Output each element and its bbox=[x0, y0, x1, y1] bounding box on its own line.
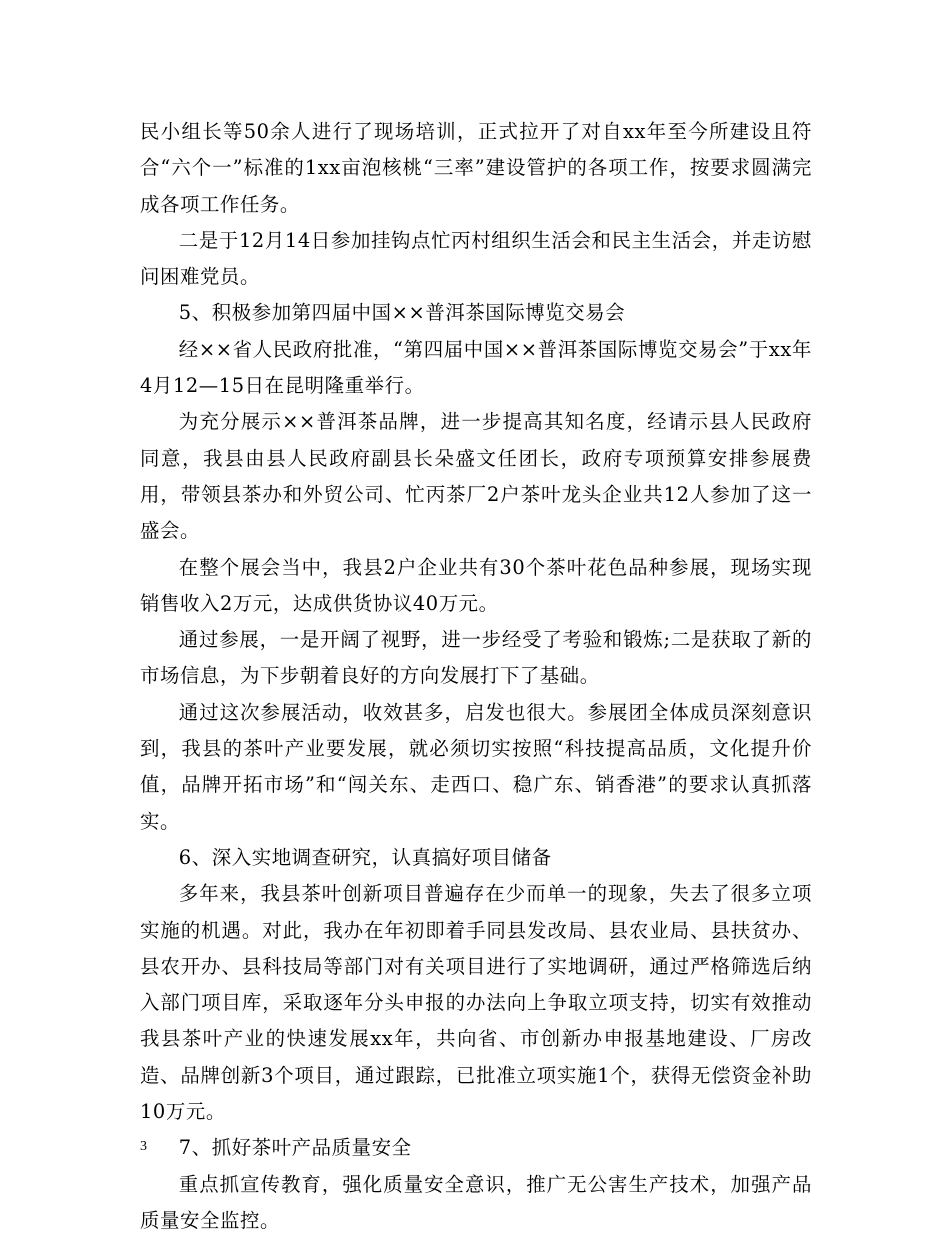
paragraph-quality-safety: 重点抓宣传教育，强化质量安全意识，推广无公害生产技术，加强产品质量安全监控。 bbox=[140, 1172, 812, 1232]
paragraph-expo-results: 在整个展会当中，我县2户企业共有30个茶叶花色品种参展，现场实现销售收入2万元，达成供货协议40万元。 bbox=[140, 555, 812, 615]
section-heading-6: 6、深入实地调查研究，认真搞好项目储备 bbox=[178, 845, 552, 869]
document-body bbox=[140, 114, 812, 1239]
paragraph-expo-approval: 经××省人民政府批准，“第四届中国××普洱茶国际博览交易会”于xx年4月12—15日在昆明隆重举行。 bbox=[140, 337, 812, 398]
paragraph-party-life-meeting: 二是于12月14日参加挂钩点忙丙村组织生活会和民主生活会，并走访慰问困难党员。 bbox=[140, 228, 812, 289]
paragraph-project-reserve: 多年来，我县茶叶创新项目普遍存在少而单一的现象，失去了很多立项实施的机遇。对此，我办在年初即着手同县发改局、县农业局、县扶贫办、县农开办、县科技局等部门对有关项目进行了实地调研，通过严格筛选后纳入部门项目库，采取逐年分头申报的办法向上争取立项支持，切实有效推动我县茶叶产业的快速发展xx年，共向省、市创新办申报基地建设、厂房改造、品牌创新3个项目，通过跟踪，已批准立项实施1个，获得无偿资金补助10万元。 bbox=[140, 882, 812, 1124]
paragraph-expo-delegation: 为充分展示××普洱茶品牌，进一步提高其知名度，经请示县人民政府同意，我县由县人民政府副县长朵盛文任团长，政府专项预算安排参展费用，带领县茶办和外贸公司、忙丙茶厂2户茶叶龙头企业共12人参加了这一盛会。 bbox=[140, 410, 812, 543]
section-heading-7: 7、抓好茶叶产品质量安全 bbox=[178, 1136, 412, 1160]
paragraph-expo-benefits: 通过参展，一是开阔了视野，进一步经受了考验和锻炼;二是获取了新的市场信息，为下步朝着良好的方向发展打下了基础。 bbox=[140, 628, 812, 688]
section-heading-5: 5、积极参加第四届中国××普洱茶国际博览交易会 bbox=[178, 301, 626, 325]
paragraph-expo-insights: 通过这次参展活动，收效甚多，启发也很大。参展团全体成员深刻意识到，我县的茶叶产业要发展，就必须切实按照“科技提高品质，文化提升价值，品牌开拓市场”和“闯关东、走西口、稳广东、销香港”的要求认真抓落实。 bbox=[140, 700, 812, 833]
page-number: 3 bbox=[140, 1139, 147, 1154]
paragraph-continuation: 民小组长等50余人进行了现场培训，正式拉开了对自xx年至今所建设且符合“六个一”标准的1xx亩泡核桃“三率”建设管护的各项工作，按要求圆满完成各项工作任务。 bbox=[140, 120, 812, 216]
